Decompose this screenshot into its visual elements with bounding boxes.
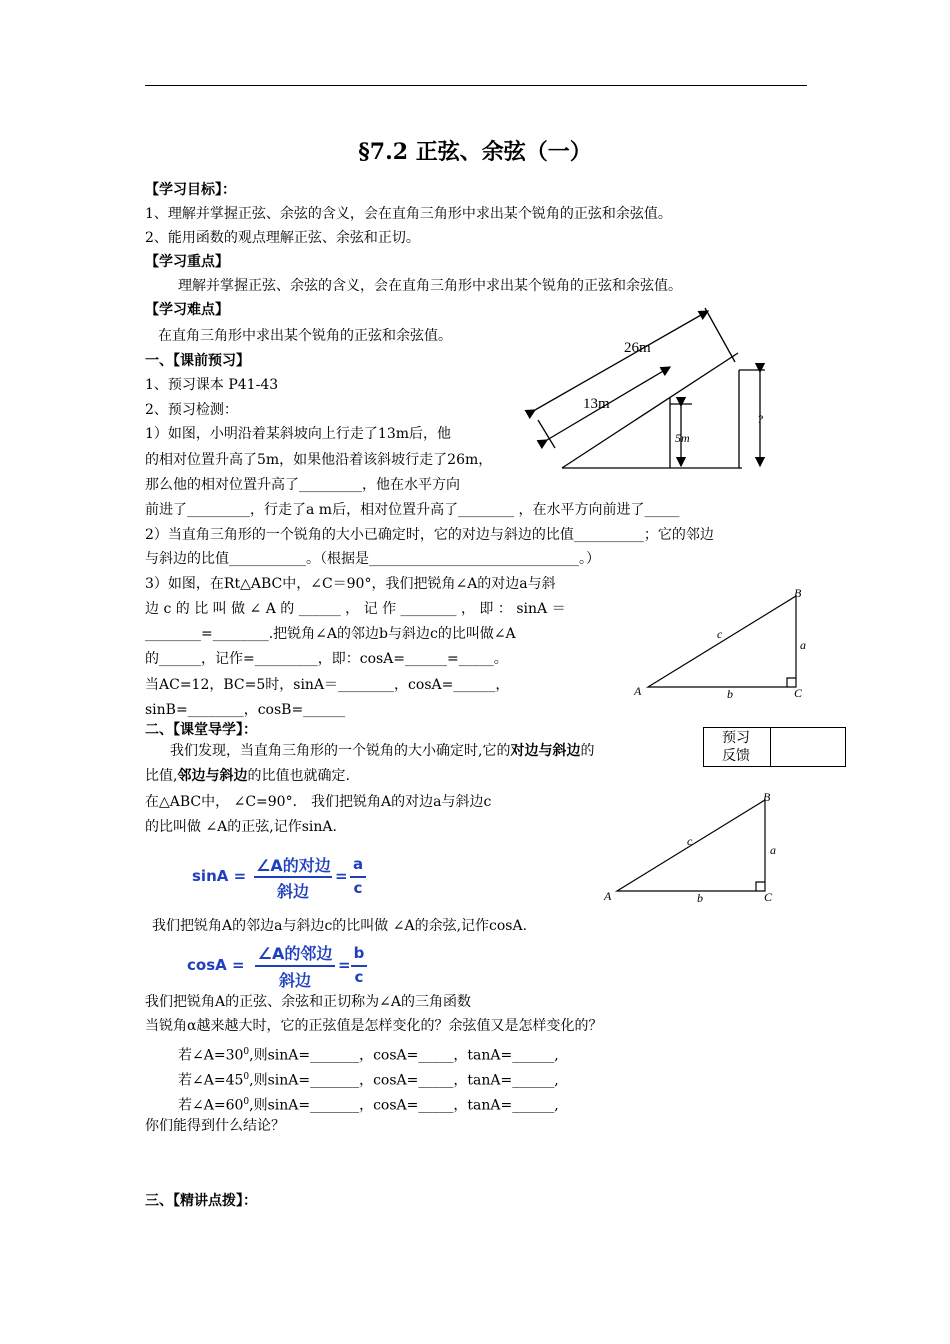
- guide-paragraph: 我们把锐角A的正弦、余弦和正切称为∠A的三角函数: [145, 994, 471, 1010]
- guide-paragraph: 的比叫做 ∠A的正弦,记作sinA.: [145, 819, 337, 835]
- preview-line: 2、预习检测：: [145, 402, 238, 418]
- angle-row-30: 若$\angle A=30^0$,则sinA=_______，cosA=_____，tanA=______,: [178, 1047, 559, 1064]
- vertex-c-label: C: [764, 890, 773, 904]
- difficulty-heading: 【学习难点】: [145, 302, 229, 318]
- preview-heading: 一、【课前预习】: [145, 353, 250, 369]
- slope-figure: [520, 300, 763, 475]
- question-2-line: 2）当直角三角形的一个锐角的大小已确定时，它的对边与斜边的比值__________；它的邻边: [145, 527, 714, 543]
- objectives-heading: 【学习目标】：: [145, 182, 236, 198]
- side-c-label: c: [687, 834, 693, 848]
- angle-row-60: 若$\angle A=60^0$,则sinA=_______，cosA=_____，tanA=______,: [178, 1097, 559, 1114]
- vertex-c-label: C: [794, 686, 803, 700]
- slope-label-26m: 26m: [624, 340, 651, 356]
- guide-heading: 二、【课堂导学】：: [145, 722, 257, 738]
- top-rule: [145, 85, 807, 86]
- side-a-label: a: [770, 843, 776, 857]
- key-points-text: 理解并掌握正弦、余弦的含义，会在直角三角形中求出某个锐角的正弦和余弦值。: [178, 278, 682, 294]
- vertex-b-label: B: [763, 790, 771, 804]
- guide-paragraph: 比值,邻边与斜边的比值也就确定.: [145, 768, 350, 784]
- guide-paragraph: 我们把锐角A的邻边a与斜边c的比叫做 ∠A的余弦,记作cosA.: [152, 918, 528, 934]
- angle-row-45: 若$\angle A=45^0$,则sinA=_______，cosA=_____，tanA=______,: [178, 1072, 559, 1089]
- preview-line: 1、预习课本 P41-43: [145, 377, 279, 393]
- feedback-label: 反馈: [722, 748, 750, 764]
- slope-label-13m: 13m: [583, 396, 610, 412]
- objective-item: 1、理解并掌握正弦、余弦的含义，会在直角三角形中求出某个锐角的正弦和余弦值。: [145, 206, 672, 222]
- vertex-b-label: B: [794, 586, 802, 600]
- question-3-line: 边 c 的 比 叫 做 ∠ A 的 ______ ， 记 作 ________ ， 即 ： sinA ＝: [145, 601, 566, 617]
- objective-item: 2、能用函数的观点理解正弦、余弦和正切。: [145, 230, 420, 246]
- guide-paragraph: 当锐角α越来越大时，它的正弦值是怎样变化的？余弦值又是怎样变化的？: [145, 1018, 603, 1034]
- question-3-line: 的______，记作=_________，即：cosA=______=_____。: [145, 651, 508, 667]
- question-3-line: 3）如图，在Rt△ABC中，∠C＝90°，我们把锐角∠A的对边a与斜: [145, 576, 556, 592]
- cosine-formula: cosA = ∠A的邻边 斜边 = b c: [187, 940, 377, 990]
- guide-paragraph: 你们能得到什么结论？: [145, 1118, 285, 1134]
- question-1-line: 那么他的相对位置升高了_________，他在水平方向: [145, 477, 460, 493]
- side-a-label: a: [800, 638, 806, 652]
- feedback-label: 预习: [722, 730, 750, 746]
- vertex-a-label: A: [604, 889, 612, 903]
- slope-label-unknown: ?: [757, 412, 763, 426]
- vertex-a-label: A: [634, 684, 642, 698]
- question-3-line: ________=________.把锐角∠A的邻边b与斜边c的比叫做∠A: [145, 626, 516, 642]
- guide-paragraph: 在△ABC中， ∠C=90°． 我们把锐角A的对边a与斜边c: [145, 794, 492, 810]
- feedback-divider: [770, 728, 771, 766]
- difficulty-text: 在直角三角形中求出某个锐角的正弦和余弦值。: [158, 328, 452, 344]
- side-b-label: b: [727, 687, 733, 701]
- question-1-line: 前进了_________，行走了a m后，相对位置升高了________ ，在水平方向前进了_____: [145, 502, 680, 518]
- key-points-heading: 【学习重点】: [145, 254, 229, 270]
- feedback-box: [703, 727, 846, 767]
- side-c-label: c: [717, 627, 723, 641]
- sine-formula: sinA = ∠A的对边 斜边 = a c: [192, 852, 382, 902]
- question-3-line: sinB=________，cosB=______: [145, 702, 346, 718]
- question-2-line: 与斜边的比值___________。（根据是______________________________。）: [145, 551, 600, 567]
- slope-label-5m: 5m: [675, 431, 690, 445]
- guide-paragraph: 我们发现，当直角三角形的一个锐角的大小确定时,它的对边与斜边的: [170, 743, 595, 759]
- question-1-line: 的相对位置升高了5m，如果他沿着该斜坡行走了26m，: [145, 452, 493, 468]
- question-3-line: 当AC=12，BC=5时，sinA＝________，cosA=______，: [145, 677, 510, 693]
- question-1-line: 1）如图，小明沿着某斜坡向上行走了13m后，他: [145, 426, 451, 442]
- right-triangle-figure-2: [600, 788, 790, 906]
- section3-heading: 三、【精讲点拨】：: [145, 1193, 257, 1209]
- page-title: §7.2 正弦、余弦（一）: [358, 139, 592, 165]
- side-b-label: b: [697, 891, 703, 905]
- right-triangle-figure-1: [630, 583, 810, 701]
